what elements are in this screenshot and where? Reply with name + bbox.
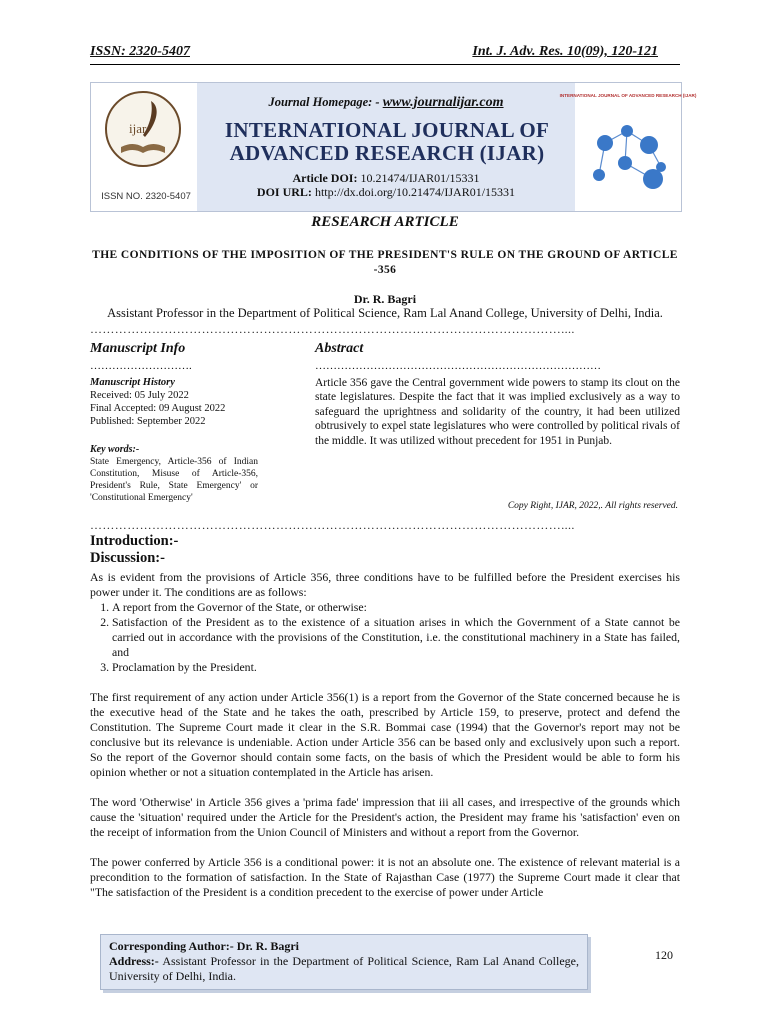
journal-issn: ISSN: 2320-5407 [90, 44, 190, 59]
paragraph: The word 'Otherwise' in Article 356 gives a 'prima fade' impression that iii all cases, and irrespective of the grounds which cause the 'situation' required under the Article for the President's action, the President may frame his 'satisfaction' even on the receipt of information from the Union Council of Ministers and without a report from the Governor. [90, 795, 680, 839]
separator-top: …………………………………………………………………………………………………….... [90, 322, 575, 336]
paragraph: As is evident from the provisions of Article 356, three conditions have to be fulfilled before the President exercises his power under it. The conditions are as follows: [90, 570, 680, 599]
abstract-text: Article 356 gave the Central government wide powers to stamp its clout on the state legislatures. Despite the fact that it was implied exclusively as a way to safeguard the uprightness and solidarity of the country, it had been utilized obtrusively to expel state legislatures who were controlled by political rivals of the middle. It was utilized without precedent for 1951 in Punjab. [315, 377, 680, 447]
doi-label: Article DOI: [292, 171, 358, 185]
separator-left: ………………………. [90, 360, 192, 372]
header-rule [90, 64, 680, 65]
separator-right: …………………………………………………………………… [315, 360, 601, 372]
journal-title [199, 119, 575, 165]
doi-value: 10.21474/IJAR01/15331 [360, 171, 480, 185]
keywords-label: Key words:- [90, 444, 140, 455]
discussion-heading: Discussion:- [90, 550, 165, 566]
received-date: Received: 05 July 2022 [90, 390, 189, 401]
paragraph: The first requirement of any action under Article 356(1) is a report from the Governor of the State concerned because he is the executive head of the State and he takes the oath, prescribed by Article 159, to preserve, protect and defend the Constitution. The Supreme Court made it clear in the S.R. Bommai case (1994) that the Governor's report may not be conclusive but its relevance is undeniable. Action under Article 356 can be based only and exclusively upon such a report. So the report of the Governor should contain some facts, on the basis of which the President would be able to form his opinion whether or not a situation contemplated in the Article has arisen. [90, 690, 680, 779]
manuscript-history [90, 376, 260, 428]
conditions-list [90, 600, 680, 675]
homepage-label: Journal Homepage: - [268, 95, 380, 109]
separator-bottom: …………………………………………………………………………………………………….... [90, 518, 575, 532]
journal-cover [559, 83, 697, 211]
homepage-link[interactable]: www.journalijar.com [382, 95, 504, 110]
author-name: Dr. R. Bagri [353, 292, 417, 306]
page-number: 120 [655, 948, 673, 962]
copyright-notice: Copy Right, IJAR, 2022,. All rights reserved. [507, 501, 678, 511]
published-date: Published: September 2022 [90, 416, 206, 427]
author-address [109, 954, 579, 984]
journal-banner [90, 82, 697, 212]
accepted-date: Final Accepted: 09 August 2022 [90, 403, 226, 414]
journal-citation: Int. J. Adv. Res. 10(09), 120-121 [472, 44, 658, 59]
doi-block [201, 171, 571, 199]
address-label: Address:- [109, 954, 159, 968]
journal-logo [91, 83, 197, 211]
author-affiliation: Assistant Professor in the Department of Political Science, Ram Lal Anand College, University of Delhi, India. [107, 306, 663, 320]
doi-url-link[interactable]: http://dx.doi.org/10.21474/IJAR01/15331 [314, 185, 516, 199]
logo-text: ijar [129, 121, 147, 136]
molecule-icon [559, 83, 697, 211]
journal-title-line2: ADVANCED RESEARCH (IJAR) [229, 141, 545, 165]
body-text [90, 570, 680, 900]
abstract-heading: Abstract [315, 341, 364, 356]
list-item: 1. A report from the Governor of the State, or otherwise: [112, 600, 680, 615]
address-text: Assistant Professor in the Department of Political Science, Ram Lal Anand College, University of Delhi, India. [109, 954, 579, 983]
list-item: 2. Satisfaction of the President as to the existence of a situation arises in which the Government of a State cannot be carried out in accordance with the provisions of the Constitution, i.e. the constitutional machinery in a State has failed, and [112, 615, 680, 660]
paper-title: THE CONDITIONS OF THE IMPOSITION OF THE PRESIDENT'S RULE ON THE GROUND OF ARTICLE -356 [92, 249, 678, 276]
history-label: Manuscript History [90, 377, 175, 388]
corresponding-author: Corresponding Author:- Dr. R. Bagri [109, 939, 300, 953]
list-item: 3. Proclamation by the President. [112, 660, 680, 675]
cover-title: INTERNATIONAL JOURNAL OF ADVANCED RESEARCH (IJAR) [559, 93, 697, 98]
journal-title-line1: INTERNATIONAL JOURNAL OF [224, 118, 550, 142]
article-type: RESEARCH ARTICLE [311, 214, 459, 230]
corresponding-author-box [100, 934, 588, 990]
manuscript-info-heading: Manuscript Info [90, 341, 186, 356]
paragraph: The power conferred by Article 356 is a conditional power: it is not an absolute one. The existence of relevant material is a precondition to the formation of satisfaction. In the State of Rajasthan Case (1977) the Supreme Court made it clear that "The satisfaction of the President is a condition precedent to the exercise of power under Article [90, 855, 680, 899]
introduction-heading: Introduction:- [90, 533, 179, 549]
doi-url-label: DOI URL: [256, 185, 312, 199]
keywords-text: State Emergency, Article-356 of Indian Constitution, Misuse of Article-356, President's Rule, State Emergency' or 'Constitutional Emergency' [90, 457, 258, 503]
quill-book-icon [105, 91, 181, 167]
logo-issn: ISSN NO. 2320-5407 [101, 191, 191, 202]
journal-homepage [201, 95, 571, 111]
keywords [90, 444, 258, 504]
